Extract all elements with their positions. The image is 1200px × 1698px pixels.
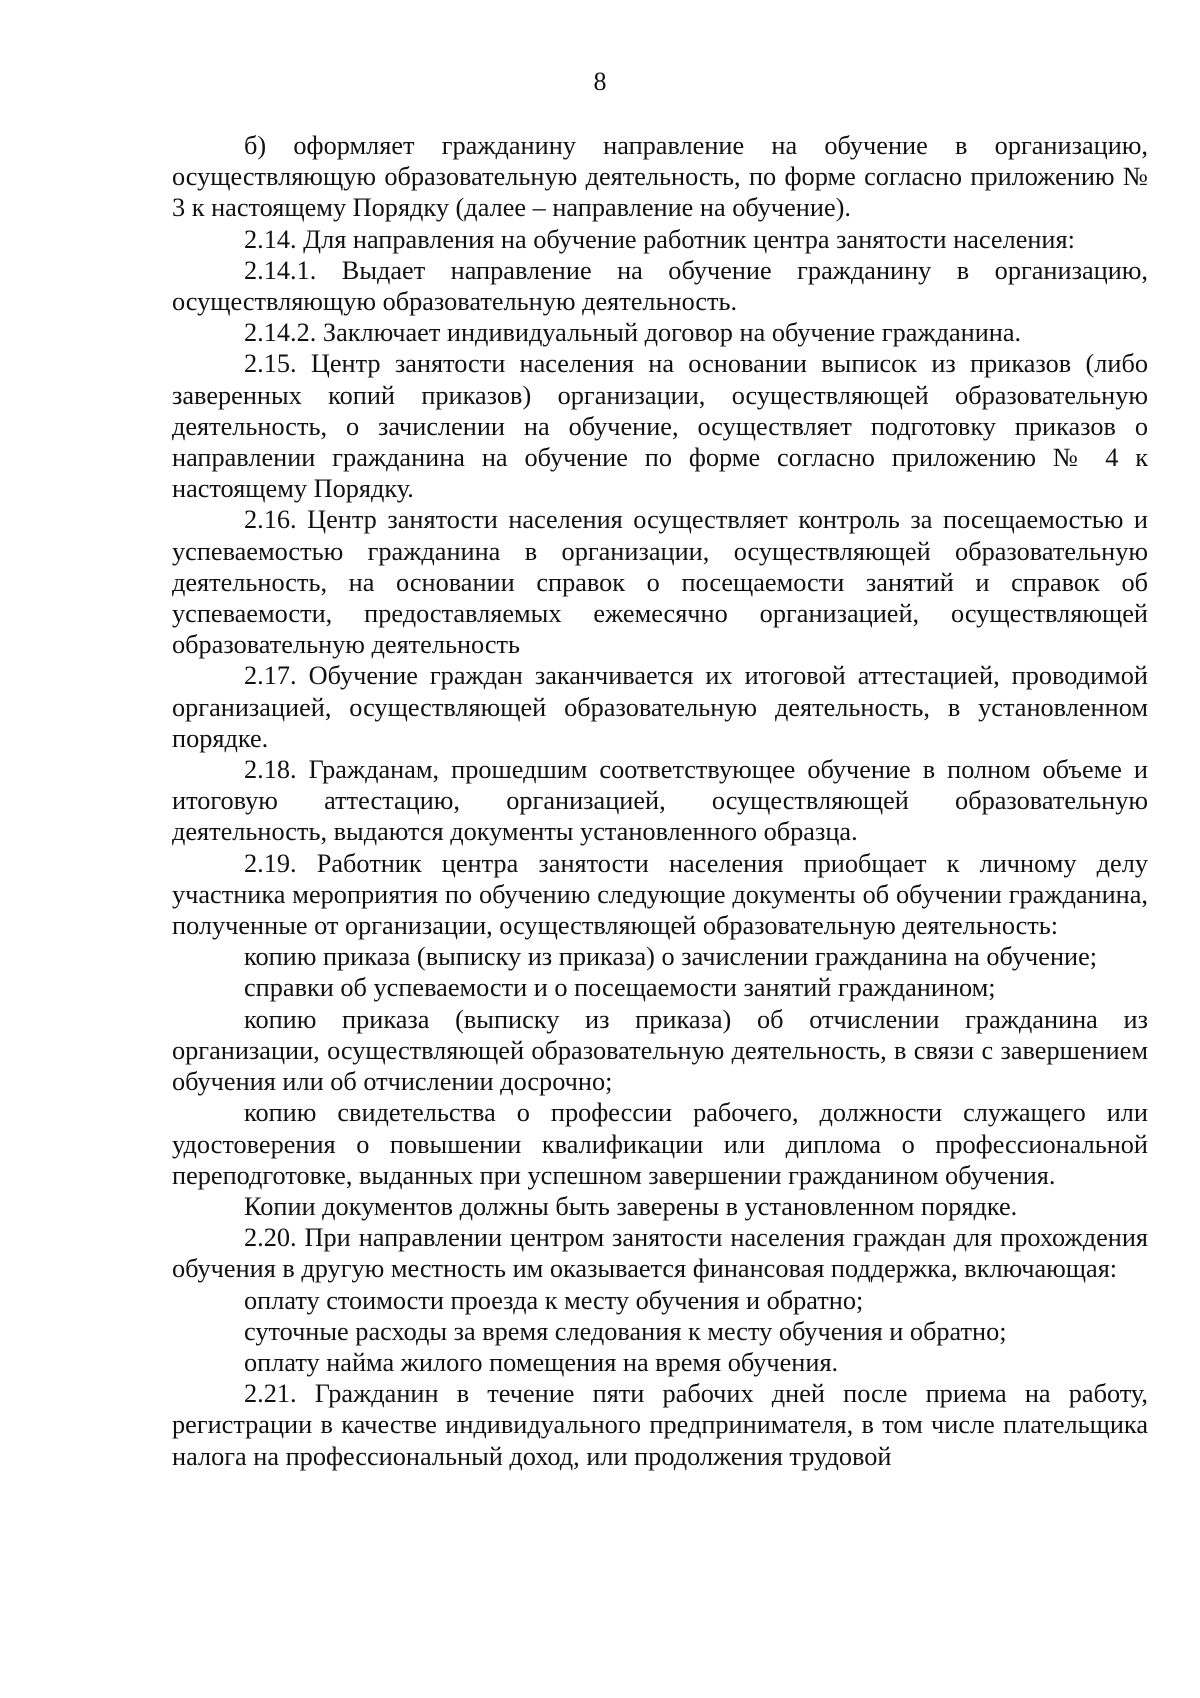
document-body bbox=[172, 130, 1148, 1472]
paragraph-2-21: 2.21. Гражданин в течение пяти рабочих дней после приема на работу, регистрации в качестве индивидуального предпринимателя, в том числе плательщика налога на профессиональный доход, или продолжения трудовой bbox=[172, 1379, 1148, 1471]
paragraph-b-direction: б) оформляет гражданину направление на обучение в организацию, осуществляющую образовательную деятельность, по форме согласно приложению № 3 к настоящему Порядку (далее – направление на обучение). bbox=[172, 131, 1148, 223]
paragraph-2-16: 2.16. Центр занятости населения осуществляет контроль за посещаемостью и успеваемостью гражданина в организации, осуществляющей образовательную деятельность, на основании справок о посещаемости занятий и справок об успеваемости, предоставляемых ежемесячно организацией, осуществляющей образовательную деятельность bbox=[172, 505, 1148, 660]
paragraph-2-20: 2.20. При направлении центром занятости населения граждан для прохождения обучения в другую местность им оказывается финансовая поддержка, включающая: bbox=[172, 1223, 1148, 1284]
list-item-housing-rent: оплату найма жилого помещения на время обучения. bbox=[244, 1347, 839, 1377]
paragraph-2-14-1: 2.14.1. Выдает направление на обучение гражданину в организацию, осуществляющую образовательную деятельность. bbox=[172, 255, 1148, 317]
list-item-expulsion-order: копию приказа (выписку из приказа) об отчислении гражданина из организации, осуществляющей образовательную деятельность, в связи с завершением обучения или об отчислении досрочно; bbox=[172, 1004, 1148, 1097]
paragraph-2-15: 2.15. Центр занятости населения на основании выписок из приказов (либо заверенных копий приказов) организации, осуществляющей образовательную деятельность, о зачислении на обучение, осуществляет подготовку приказов о направлении гражданина на обучение по форме согласно приложению № 4 к настоящему Порядку. bbox=[172, 349, 1148, 504]
paragraph-2-19: 2.19. Работник центра занятости населения приобщает к личному делу участника мероприятия по обучению следующие документы об обучении гражданина, полученные от организации, осуществляющей образовательную деятельность: bbox=[172, 848, 1148, 941]
paragraph-2-14: 2.14. Для направления на обучение работник центра занятости населения: bbox=[244, 224, 1075, 254]
list-item-qualification-document: копию свидетельства о профессии рабочего, должности служащего или удостоверения о повышении квалификации или диплома о профессиональной переподготовке, выданных при успешном завершении гражданином обучения. bbox=[172, 1098, 1148, 1190]
paragraph-2-14-2: 2.14.2. Заключает индивидуальный договор на обучение гражданина. bbox=[244, 318, 1022, 348]
list-item-attendance-certificates: справки об успеваемости и о посещаемости занятий гражданином; bbox=[244, 973, 996, 1003]
paragraph-2-17: 2.17. Обучение граждан заканчивается их итоговой аттестацией, проводимой организацией, осуществляющей образовательную деятельность, в установленном порядке. bbox=[172, 661, 1148, 753]
list-item-enrollment-order: копию приказа (выписку из приказа) о зачислении гражданина на обучение; bbox=[244, 942, 1098, 972]
paragraph-2-18: 2.18. Гражданам, прошедшим соответствующее обучение в полном объеме и итоговую аттестацию, организацией, осуществляющей образовательную деятельность, выдаются документы установленного образца. bbox=[172, 755, 1148, 847]
page-number: 8 bbox=[593, 67, 607, 96]
paragraph-certified-copies: Копии документов должны быть заверены в установленном порядке. bbox=[244, 1191, 1018, 1221]
list-item-travel-cost: оплату стоимости проезда к месту обучения и обратно; bbox=[244, 1285, 864, 1315]
list-item-daily-expenses: суточные расходы за время следования к месту обучения и обратно; bbox=[244, 1316, 1007, 1346]
